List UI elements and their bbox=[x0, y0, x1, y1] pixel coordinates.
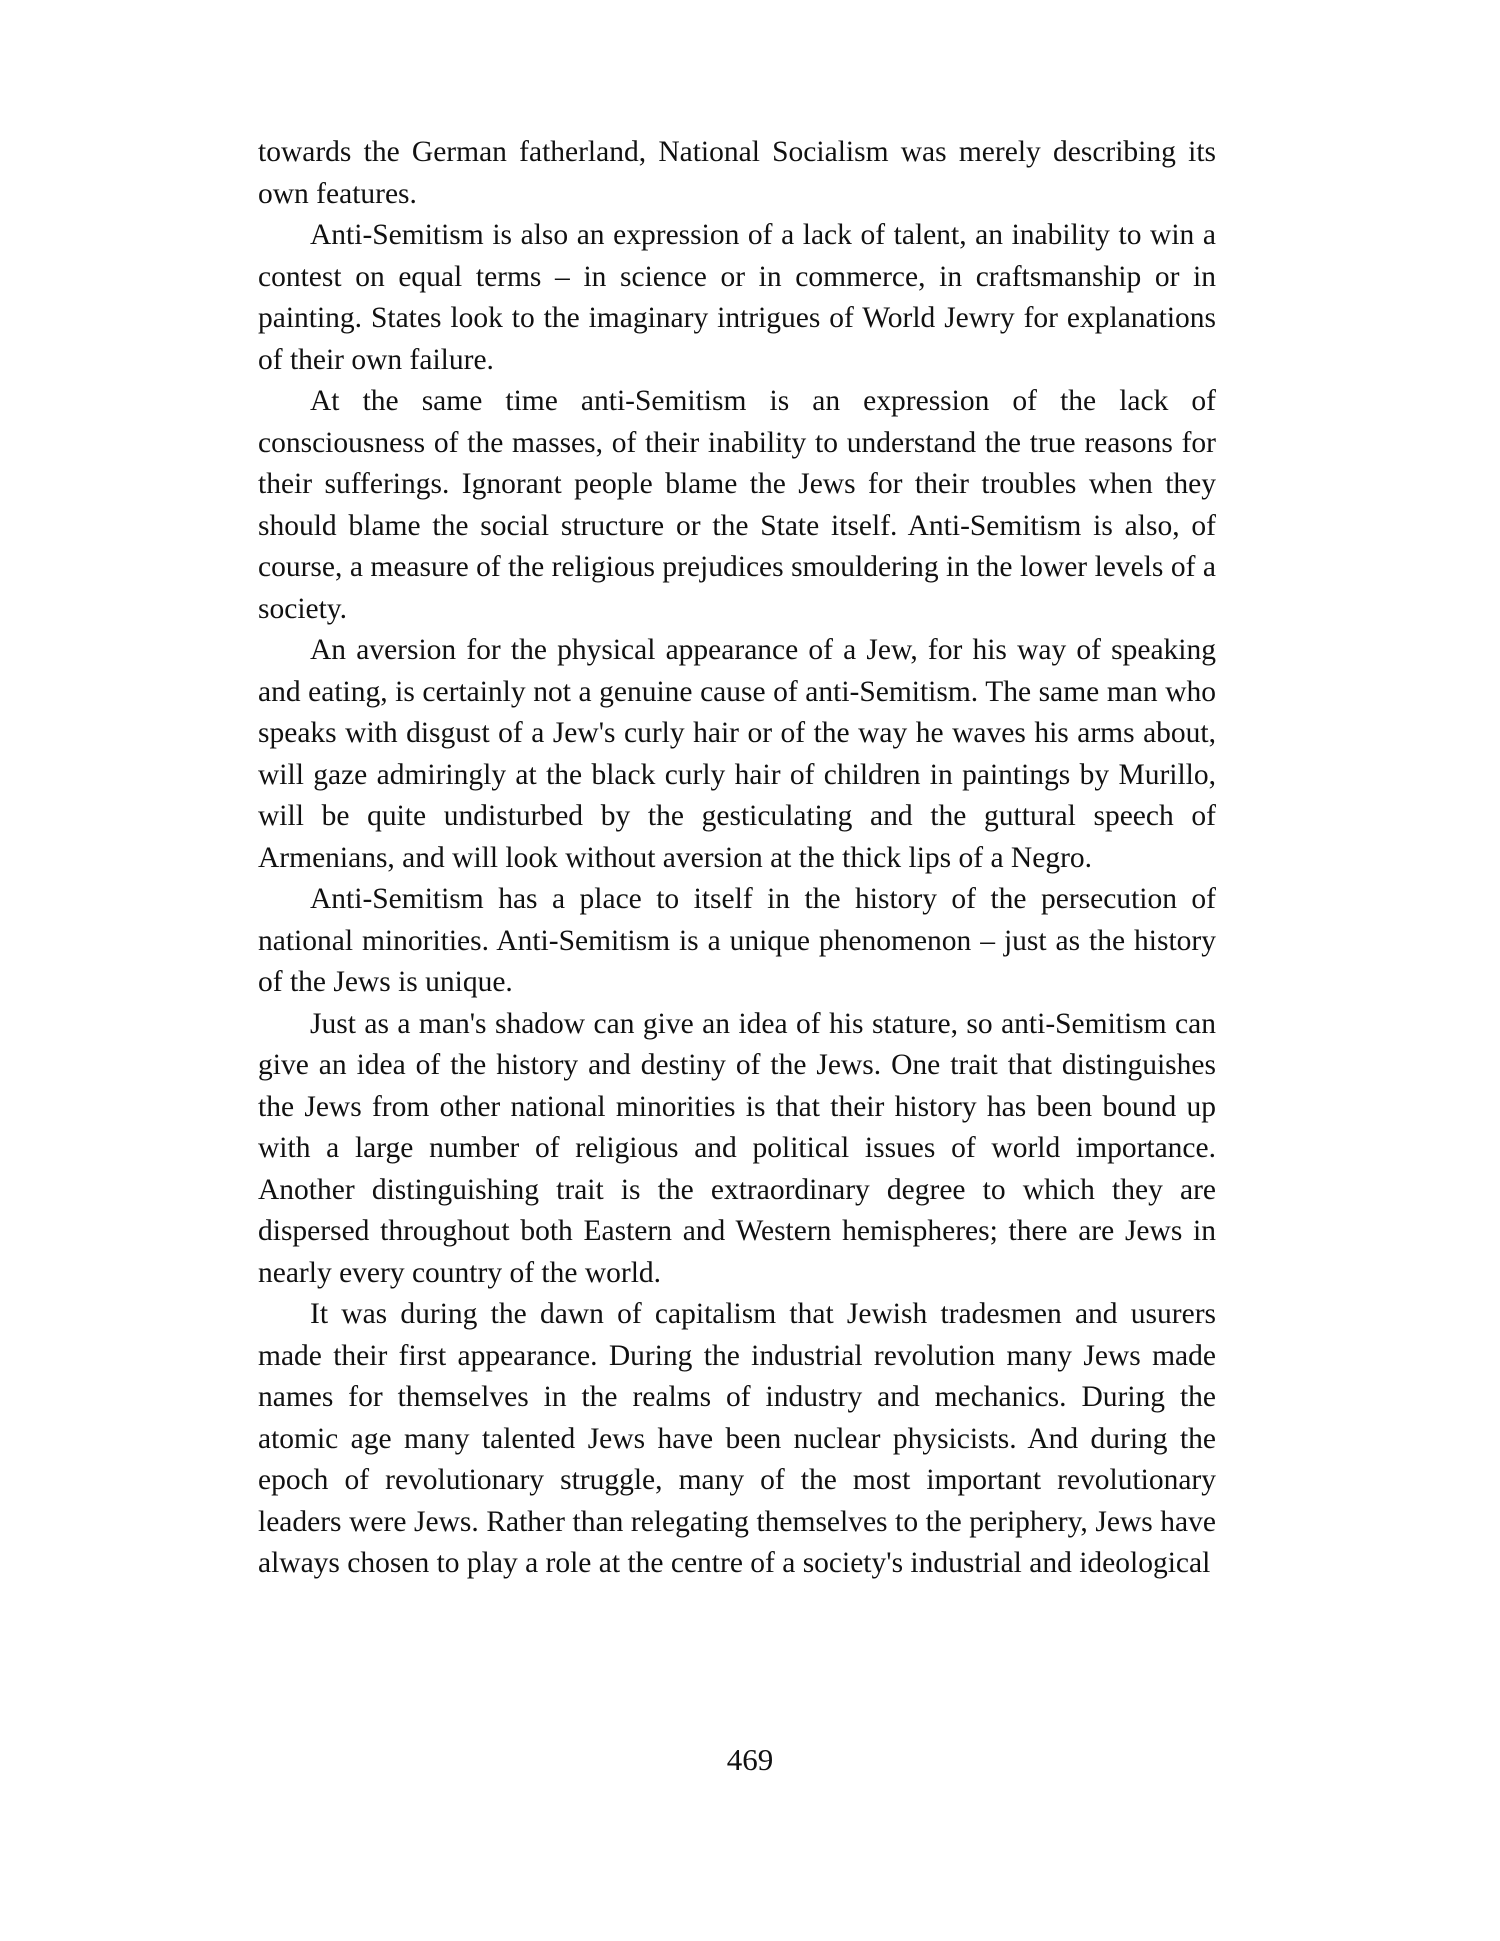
page-number: 469 bbox=[726, 1742, 774, 1777]
paragraph-3: At the same time anti-Semitism is an expression of the lack of consciousness of the masses, of their inability to understand the true reasons for their sufferings. Ignorant people blame the Jews for their troubles when they should blame the social structure or the State itself. Anti-Semitism is also, of course, a measure of the religious prejudices smouldering in the lower levels of a society. bbox=[258, 385, 1216, 625]
paragraph-1: towards the German fatherland, National Socialism was merely describing its own features. bbox=[258, 136, 1216, 210]
paragraph-6: Just as a man's shadow can give an idea of his stature, so anti-Semitism can give an idea of the history and destiny of the Jews. One trait that distinguishes the Jews from other national minorities is that their history has been bound up with a large number of religious and political issues of world importance. Another distinguishing trait is the extraordinary degree to which they are dispersed throughout both Eastern and Western hemispheres; there are Jews in nearly every country of the world. bbox=[258, 1007, 1216, 1289]
paragraph-7: It was during the dawn of capitalism that Jewish tradesmen and usurers made their first appearance. During the industrial revolution many Jews made names for themselves in the realms of industry and mechanics. During the atomic age many talented Jews have been nuclear physicists. And during the epoch of revolutionary struggle, many of the most important revolutionary leaders were Jews. Rather than relegating themselves to the periphery, Jews have always chosen to play a role at the centre of a society's industrial and ideological bbox=[258, 1298, 1216, 1579]
paragraph-4: An aversion for the physical appearance of a Jew, for his way of speaking and eating, is certainly not a genuine cause of anti-Semitism. The same man who speaks with disgust of a Jew's curly hair or of the way he waves his arms about, will gaze admiringly at the black curly hair of children in paintings by Murillo, will be quite undisturbed by the gesticulating and the guttural speech of Armenians, and will look without aversion at the thick lips of a Negro. bbox=[258, 634, 1216, 874]
body-text bbox=[258, 132, 1216, 1585]
paragraph-5: Anti-Semitism has a place to itself in the history of the persecution of national minorities. Anti-Semitism is a unique phenomenon – just as the history of the Jews is unique. bbox=[258, 883, 1216, 998]
paragraph-2: Anti-Semitism is also an expression of a lack of talent, an inability to win a contest on equal terms – in science or in commerce, in craftsmanship or in painting. States look to the imaginary intrigues of World Jewry for explanations of their own failure. bbox=[258, 219, 1216, 376]
